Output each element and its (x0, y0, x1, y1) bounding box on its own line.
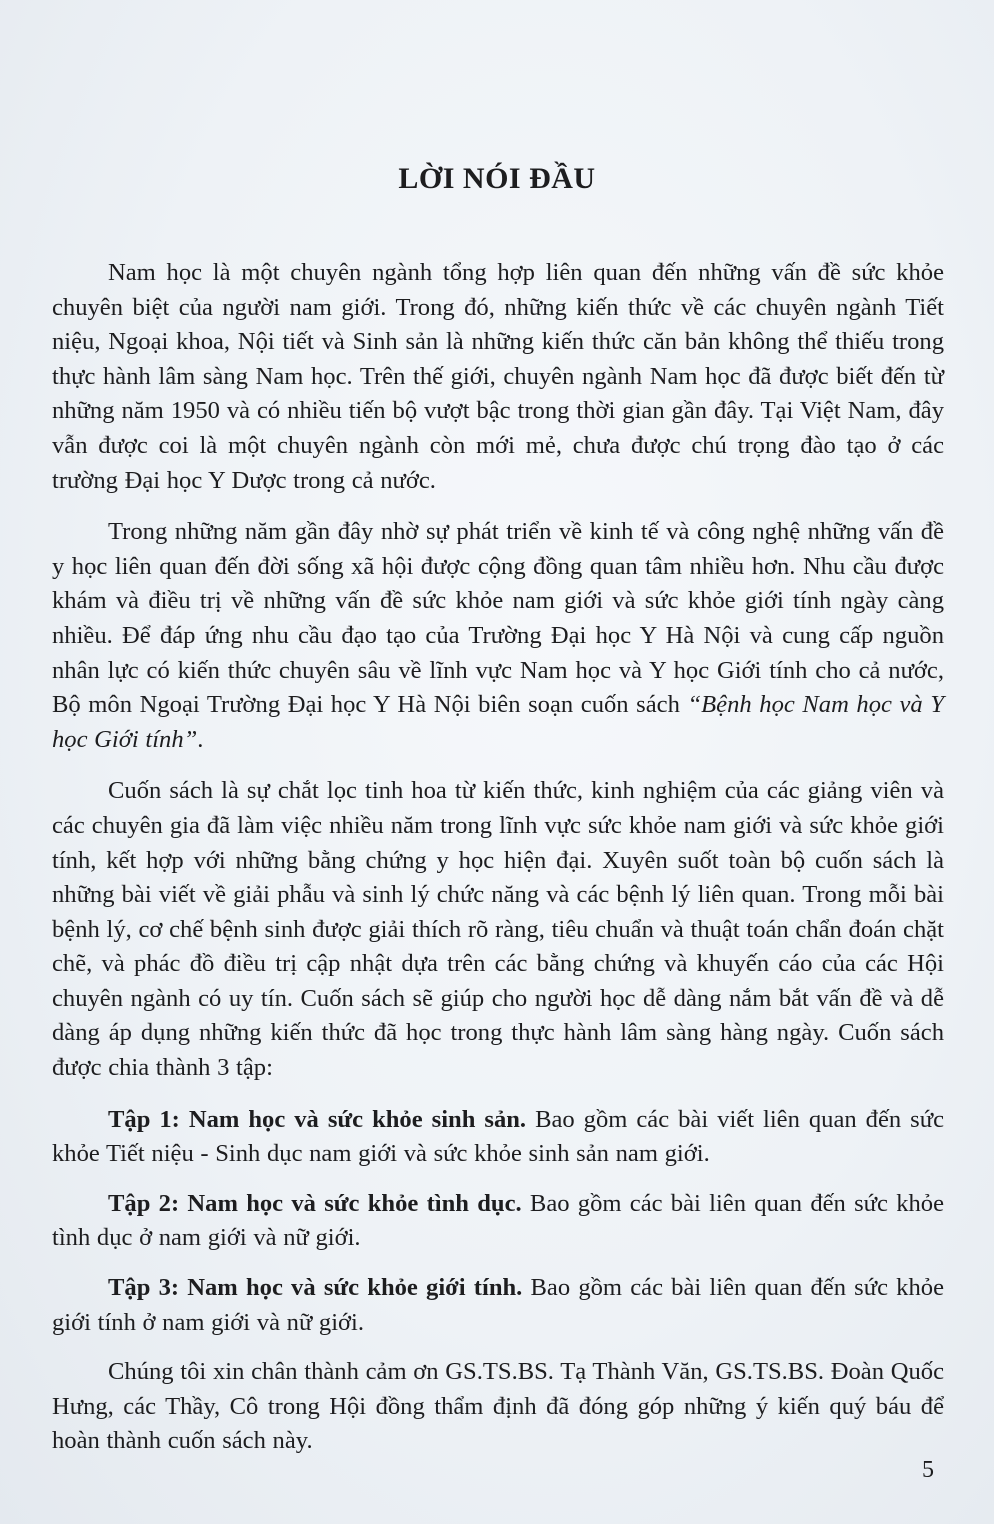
volume-1-description: Bao gồm các bài viết liên quan đến sức khỏe Tiết niệu - Sinh dục nam giới và sức khỏe sinh sản nam giới. (52, 1105, 944, 1168)
acknowledgement-paragraph: Chúng tôi xin chân thành cảm ơn GS.TS.BS. Tạ Thành Văn, GS.TS.BS. Đoàn Quốc Hưng, các Thầy, Cô trong Hội đồng thẩm định đã đóng góp những ý kiến quý báu để hoàn thành cuốn sách này. (52, 1358, 944, 1455)
volume-2-label: Tập 2: Nam học và sức khỏe tình dục. (108, 1189, 522, 1217)
volume-3-paragraph (52, 1271, 944, 1340)
volume-2-paragraph (52, 1187, 944, 1256)
volume-2-description: Bao gồm các bài liên quan đến sức khỏe tình dục ở nam giới và nữ giới. (52, 1189, 945, 1252)
development-paragraph-text: Trong những năm gần đây nhờ sự phát triển về kinh tế và công nghệ những vấn đề y học liên quan đến đời sống xã hội được cộng đồng quan tâm nhiều hơn. Nhu cầu được khám và điều trị về những vấn đề sức khỏe nam giới và sức khỏe giới tính ngày càng nhiều. Để đáp ứng nhu cầu đạo tạo của Trường Đại học Y Hà Nội và cung cấp nguồn nhân lực có kiến thức chuyên sâu về lĩnh vực Nam học và Y học Giới tính cho cả nước, Bộ môn Ngoại Trường Đại học Y Hà Nội biên soạn cuốn sách (52, 518, 944, 719)
book-title: “Bệnh học Nam học và Y học Giới tính” (52, 691, 944, 753)
page-title: LỜI NÓI ĐẦU (398, 162, 596, 195)
development-paragraph-ending: . (197, 725, 204, 753)
volume-1-label: Tập 1: Nam học và sức khỏe sinh sản. (108, 1105, 527, 1133)
development-paragraph (52, 515, 944, 757)
volume-3-description: Bao gồm các bài liên quan đến sức khỏe giới tính ở nam giới và nữ giới. (52, 1274, 944, 1336)
content-paragraph: Cuốn sách là sự chắt lọc tinh hoa từ kiến thức, kinh nghiệm của các giảng viên và các chuyên gia đã làm việc nhiều năm trong lĩnh vực sức khỏe nam giới và sức khỏe giới tính, kết hợp với những bằng chứng y học hiện đại. Xuyên suốt toàn bộ cuốn sách là những bài viết về giải phẫu và sinh lý chức năng và các bệnh lý liên quan. Trong mỗi bài bệnh lý, cơ chế bệnh sinh được giải thích rõ ràng, tiêu chuẩn và thuật toán chẩn đoán chặt chẽ, và phác đồ điều trị cập nhật dựa trên các bằng chứng và khuyến cáo của các Hội chuyên ngành có uy tín. Cuốn sách sẽ giúp cho người học dễ dàng nắm bắt vấn đề và dễ dàng áp dụng những kiến thức đã học trong thực hành lâm sàng hàng ngày. Cuốn sách được chia thành 3 tập: (52, 777, 944, 1082)
volume-1-paragraph (52, 1103, 944, 1172)
page-body (52, 256, 944, 1476)
volume-3-label: Tập 3: Nam học và sức khỏe giới tính. (108, 1274, 523, 1302)
intro-paragraph: Nam học là một chuyên ngành tổng hợp liên quan đến những vấn đề sức khỏe chuyên biệt của người nam giới. Trong đó, những kiến thức về các chuyên ngành Tiết niệu, Ngoại khoa, Nội tiết và Sinh sản là những kiến thức căn bản không thể thiếu trong thực hành lâm sàng Nam học. Trên thế giới, chuyên ngành Nam học đã được biết đến từ những năm 1950 và có nhiều tiến bộ vượt bậc trong thời gian gần đây. Tại Việt Nam, đây vẫn được coi là một chuyên ngành còn mới mẻ, chưa được chú trọng đào tạo ở các trường Đại học Y Dược trong cả nước. (52, 259, 944, 494)
page-number: 5 (922, 1457, 934, 1483)
